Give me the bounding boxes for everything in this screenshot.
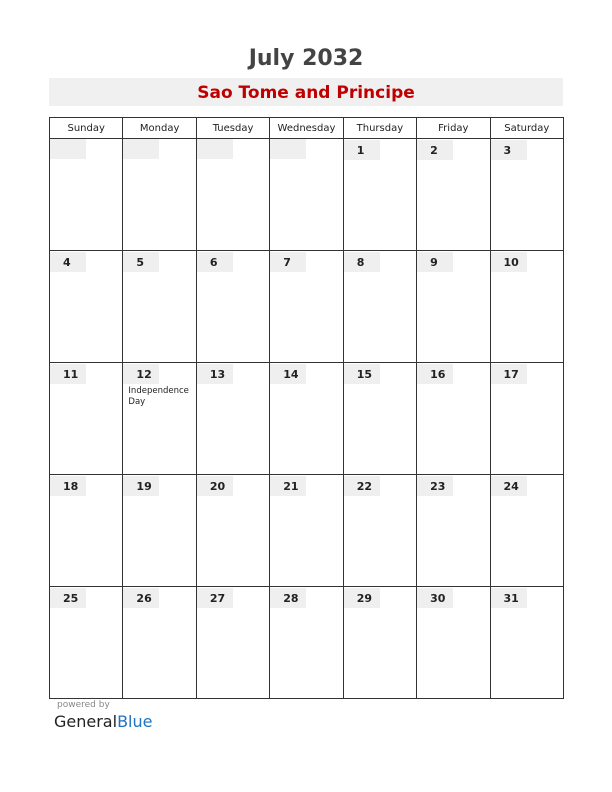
calendar-day-cell: [123, 139, 196, 251]
day-number: 20: [197, 476, 233, 496]
day-number: 16: [417, 364, 453, 384]
calendar-day-cell: [270, 251, 343, 363]
empty-day-marker: [270, 139, 306, 159]
day-number: 21: [270, 476, 306, 496]
generalblue-logo[interactable]: [54, 712, 152, 731]
calendar-day-cell: [50, 251, 123, 363]
calendar-week-row: [50, 139, 564, 251]
calendar-day-cell: [270, 475, 343, 587]
country-banner: [49, 78, 563, 106]
calendar-day-cell: [196, 251, 269, 363]
calendar-day-cell: [343, 139, 416, 251]
weekday-header: Sunday: [50, 118, 123, 139]
day-number: 6: [197, 252, 233, 272]
calendar-day-cell: [417, 475, 490, 587]
calendar-day-cell: [343, 251, 416, 363]
day-number: 12: [123, 364, 159, 384]
calendar-day-cell: [196, 587, 269, 699]
calendar-grid: [49, 117, 564, 699]
weekday-header: Monday: [123, 118, 196, 139]
day-number: 8: [344, 252, 380, 272]
calendar-day-cell: [270, 363, 343, 475]
day-number: 1: [344, 140, 380, 160]
day-number: 25: [50, 588, 86, 608]
calendar-day-cell: [490, 363, 563, 475]
calendar-day-cell: [343, 587, 416, 699]
country-name: Sao Tome and Principe: [197, 83, 415, 103]
day-number: 23: [417, 476, 453, 496]
weekday-header-row: [50, 118, 564, 139]
day-number: 10: [491, 252, 527, 272]
day-number: 28: [270, 588, 306, 608]
calendar-day-cell: [196, 139, 269, 251]
day-number: 13: [197, 364, 233, 384]
powered-by-label: powered by: [57, 700, 110, 710]
calendar-day-cell: [196, 475, 269, 587]
calendar-day-cell: [343, 363, 416, 475]
weekday-header: Saturday: [490, 118, 563, 139]
calendar-day-cell: [490, 139, 563, 251]
day-number: 27: [197, 588, 233, 608]
day-number: 14: [270, 364, 306, 384]
calendar-day-cell: [417, 587, 490, 699]
calendar-day-cell: [270, 587, 343, 699]
calendar-day-cell: [270, 139, 343, 251]
weekday-header: Tuesday: [196, 118, 269, 139]
day-number: 11: [50, 364, 86, 384]
calendar-week-row: [50, 363, 564, 475]
day-number: 18: [50, 476, 86, 496]
day-number: 5: [123, 252, 159, 272]
day-number: 24: [491, 476, 527, 496]
day-number: 2: [417, 140, 453, 160]
calendar-day-cell: [490, 475, 563, 587]
calendar-week-row: [50, 251, 564, 363]
day-number: 4: [50, 252, 86, 272]
calendar-day-cell: [50, 363, 123, 475]
calendar-day-cell: [490, 587, 563, 699]
calendar-day-cell: [417, 139, 490, 251]
calendar-day-cell: [50, 475, 123, 587]
day-number: 19: [123, 476, 159, 496]
empty-day-marker: [50, 139, 86, 159]
calendar-week-row: [50, 475, 564, 587]
day-number: 7: [270, 252, 306, 272]
weekday-header: Friday: [417, 118, 490, 139]
day-number: 9: [417, 252, 453, 272]
day-number: 15: [344, 364, 380, 384]
empty-day-marker: [123, 139, 159, 159]
weekday-header: Thursday: [343, 118, 416, 139]
calendar-day-cell: [50, 139, 123, 251]
logo-blue-text: Blue: [117, 712, 153, 731]
holiday-label: Independence Day: [128, 386, 189, 407]
day-number: 22: [344, 476, 380, 496]
calendar-day-cell: [343, 475, 416, 587]
day-number: 30: [417, 588, 453, 608]
calendar-day-cell: [490, 251, 563, 363]
calendar-day-cell: [417, 251, 490, 363]
calendar-day-cell: [123, 587, 196, 699]
day-number: 31: [491, 588, 527, 608]
empty-day-marker: [197, 139, 233, 159]
calendar-day-cell: [50, 587, 123, 699]
calendar-title: July 2032: [248, 46, 364, 71]
day-number: 17: [491, 364, 527, 384]
day-number: 29: [344, 588, 380, 608]
calendar-day-cell: [196, 363, 269, 475]
day-number: 26: [123, 588, 159, 608]
calendar-day-cell: [123, 363, 196, 475]
calendar-day-cell: [417, 363, 490, 475]
logo-general-text: General: [54, 712, 118, 731]
day-number: 3: [491, 140, 527, 160]
weekday-header: Wednesday: [270, 118, 343, 139]
calendar-week-row: [50, 587, 564, 699]
calendar-day-cell: [123, 251, 196, 363]
calendar-day-cell: [123, 475, 196, 587]
